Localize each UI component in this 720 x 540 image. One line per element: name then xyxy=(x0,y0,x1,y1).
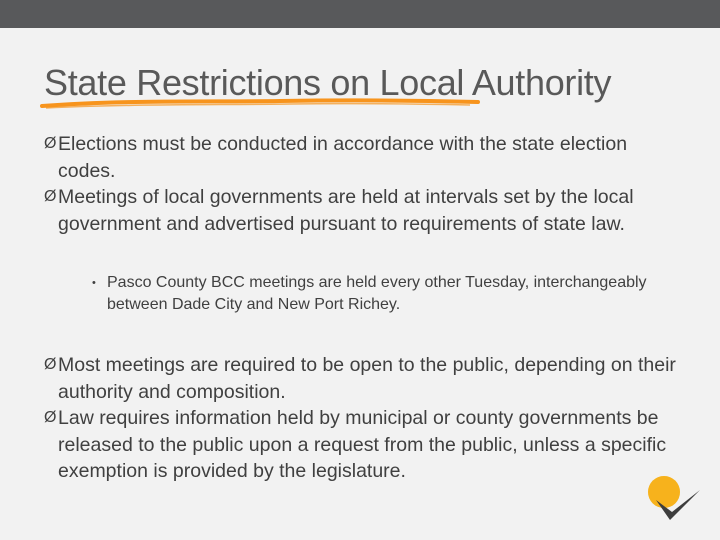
bullet-item xyxy=(44,405,684,485)
logo-icon xyxy=(642,470,704,528)
arrow-bullet-icon: Ø xyxy=(44,188,57,205)
slide-title: State Restrictions on Local Authority xyxy=(44,62,612,103)
bullet-text: Law requires information held by municipal or county governments be released to the public upon a request from the public, unless a specific exemption is provided by the legislature. xyxy=(58,407,667,482)
sub-bullet-item xyxy=(92,272,647,316)
arrow-bullet-icon: Ø xyxy=(44,135,57,152)
dot-bullet-icon: • xyxy=(92,277,96,289)
bullet-item xyxy=(44,131,684,184)
bullet-text: Meetings of local governments are held at intervals set by the local government and advertised pursuant to requirements of state law. xyxy=(58,186,634,235)
arrow-bullet-icon: Ø xyxy=(44,356,57,373)
sub-bullet-text: Pasco County BCC meetings are held every other Tuesday, interchangeably between Dade City and New Port Richey. xyxy=(107,274,647,313)
bullet-text: Elections must be conducted in accordance with the state election codes. xyxy=(58,133,628,182)
bullet-list xyxy=(44,131,684,485)
bullet-item xyxy=(44,352,684,405)
top-bar xyxy=(0,0,720,28)
title-underline-brush xyxy=(40,96,480,112)
arrow-bullet-icon: Ø xyxy=(44,409,57,426)
bullet-text: Most meetings are required to be open to the public, depending on their authority and composition. xyxy=(58,354,676,403)
sub-bullet-group xyxy=(44,237,684,352)
bullet-item xyxy=(44,184,684,237)
